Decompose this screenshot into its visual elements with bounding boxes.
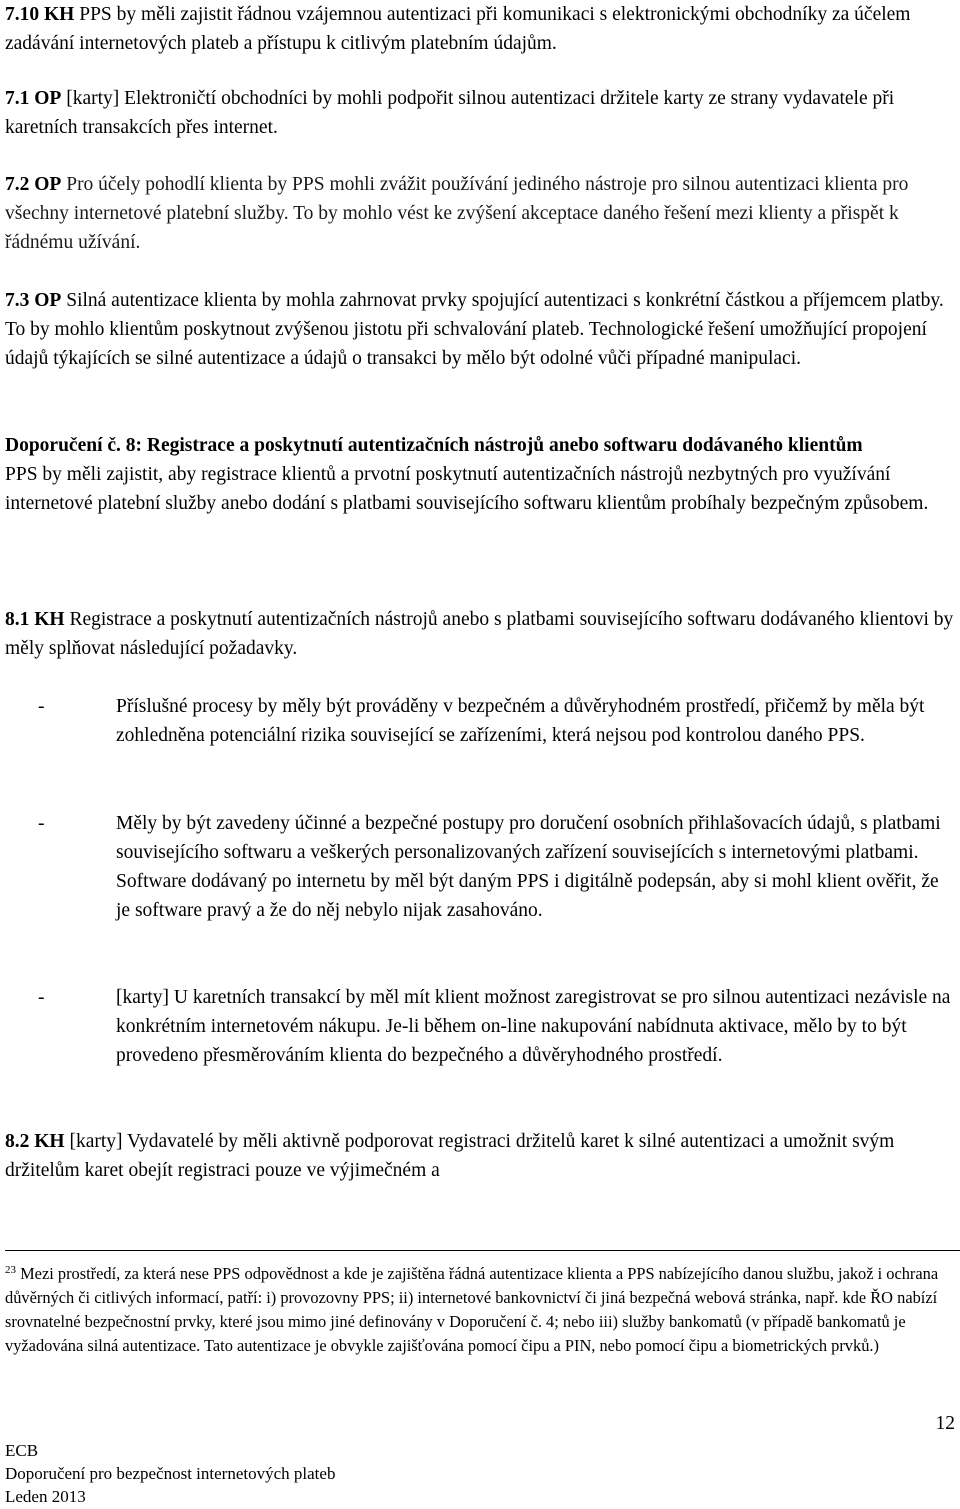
section-tag: KH (34, 1131, 65, 1152)
footnote-text: Mezi prostředí, za která nese PPS odpovědnost a kde je zajištěna řádná autentizace klienta a PPS nabízejícího danou službu, jakož i ochrana důvěrných či citlivých informací, patří: i) provozovny PPS; ii) internetové bankovnictví či jiná bezpečná webová stránka, např. kde ŘO nabízí srovnatelné bezpečnostní prvky, které jsou mimo jiné definovány v Doporučení č. 4; nebo iii) služby bankomatů (v případě bankomatů je vyžadována silná autentizace. Tato autentizace je obvykle zajišťována pomocí čipu a PIN, nebo pomocí čipu a biometrických prvků.) (5, 1264, 939, 1355)
section-number: 7.1 (5, 88, 30, 109)
recommendation-text: PPS by měli zajistit, aby registrace klientů a prvotní poskytnutí autentizačních nástrojů nezbytných pro využívání internetové platební služby anebo dodání s platbami souvisejícího softwaru klientům probíhaly bezpečným způsobem. (5, 464, 929, 514)
section-7-1 (5, 84, 955, 142)
section-7-2 (5, 170, 955, 257)
list-bullet: - (38, 813, 45, 834)
section-text: [karty] Vydavatelé by měli aktivně podporovat registraci držitelů karet k silné autentizaci a umožnit svým držitelům karet obejít registraci pouze ve výjimečném a (5, 1131, 895, 1181)
footnote (5, 1262, 955, 1358)
section-text: Registrace a poskytnutí autentizačních nástrojů anebo s platbami souvisejícího softwaru dodávaného klientovi by měly splňovat následující požadavky. (5, 609, 954, 659)
footer-org: ECB (5, 1441, 39, 1460)
section-number: 7.3 (5, 290, 30, 311)
section-text: Pro účely pohodlí klienta by PPS mohli zvážit používání jediného nástroje pro silnou autentizaci klienta pro všechny internetové platební služby. To by mohlo vést ke zvýšení akceptace daného řešení mezi klienty a přispět k řádnému užívání. (5, 174, 909, 253)
section-8-1 (5, 605, 955, 663)
section-text: PPS by měli zajistit řádnou vzájemnou autentizaci při komunikaci s elektronickými obchodníky za účelem zadávání internetových plateb a přístupu k citlivým platebním údajům. (5, 4, 911, 54)
list-item (5, 983, 955, 1070)
list-item-text: Příslušné procesy by měly být prováděny v bezpečném a důvěryhodném prostředí, přičemž by měla být zohledněna potenciální rizika související se zařízeními, která nejsou pod kontrolou daného PPS. (116, 696, 925, 746)
recommendation-8 (5, 431, 955, 518)
recommendation-heading: Doporučení č. 8: Registrace a poskytnutí autentizačních nástrojů anebo softwaru dodávaného klientům (5, 435, 863, 456)
section-tag: OP (34, 174, 62, 195)
list-item-text: Měly by být zavedeny účinné a bezpečné postupy pro doručení osobních přihlašovacích údajů, s platbami souvisejícího softwaru a veškerých personalizovaných zařízení souvisejících s internetovými platbami. Software dodávaný po internetu by měl být daným PPS i digitálně podepsán, aby si mohl klient ověřit, že je software pravý a že do něj nebylo nijak zasahováno. (116, 813, 941, 921)
section-tag: OP (34, 88, 62, 109)
section-number: 8.1 (5, 609, 30, 630)
page-number: 12 (935, 1413, 955, 1434)
section-number: 7.2 (5, 174, 30, 195)
page-footer (5, 1439, 335, 1508)
footnote-number: 23 (5, 1264, 16, 1276)
list-item (5, 692, 955, 750)
footer-title: Doporučení pro bezpečnost internetových plateb (5, 1464, 336, 1483)
list-bullet: - (38, 696, 45, 717)
section-number: 7.10 (5, 4, 40, 25)
section-tag: OP (34, 290, 62, 311)
section-8-2 (5, 1127, 955, 1185)
section-tag: KH (44, 4, 75, 25)
footnote-divider (5, 1250, 960, 1251)
section-7-10 (5, 0, 955, 58)
list-item-text: [karty] U karetních transakcí by měl mít klient možnost zaregistrovat se pro silnou autentizaci nezávisle na konkrétním internetovém nákupu. Je-li během on-line nakupování nabídnuta aktivace, mělo by to být provedeno přesměrováním klienta do bezpečného a důvěryhodného prostředí. (116, 987, 951, 1066)
section-text: Silná autentizace klienta by mohla zahrnovat prvky spojující autentizaci s konkrétní částkou a příjemcem platby. To by mohlo klientům poskytnout zvýšenou jistotu při schvalování plateb. Technologické řešení umožňující propojení údajů týkajících se silné autentizace a údajů o transakci by mělo být odolné vůči případné manipulaci. (5, 290, 944, 369)
section-7-3 (5, 286, 955, 373)
section-number: 8.2 (5, 1131, 30, 1152)
list-item (5, 809, 955, 925)
section-text: [karty] Elektroničtí obchodníci by mohli podpořit silnou autentizaci držitele karty ze strany vydavatele při karetních transakcích přes internet. (5, 88, 895, 138)
section-tag: KH (34, 609, 65, 630)
list-bullet: - (38, 987, 45, 1008)
footer-date: Leden 2013 (5, 1487, 86, 1506)
